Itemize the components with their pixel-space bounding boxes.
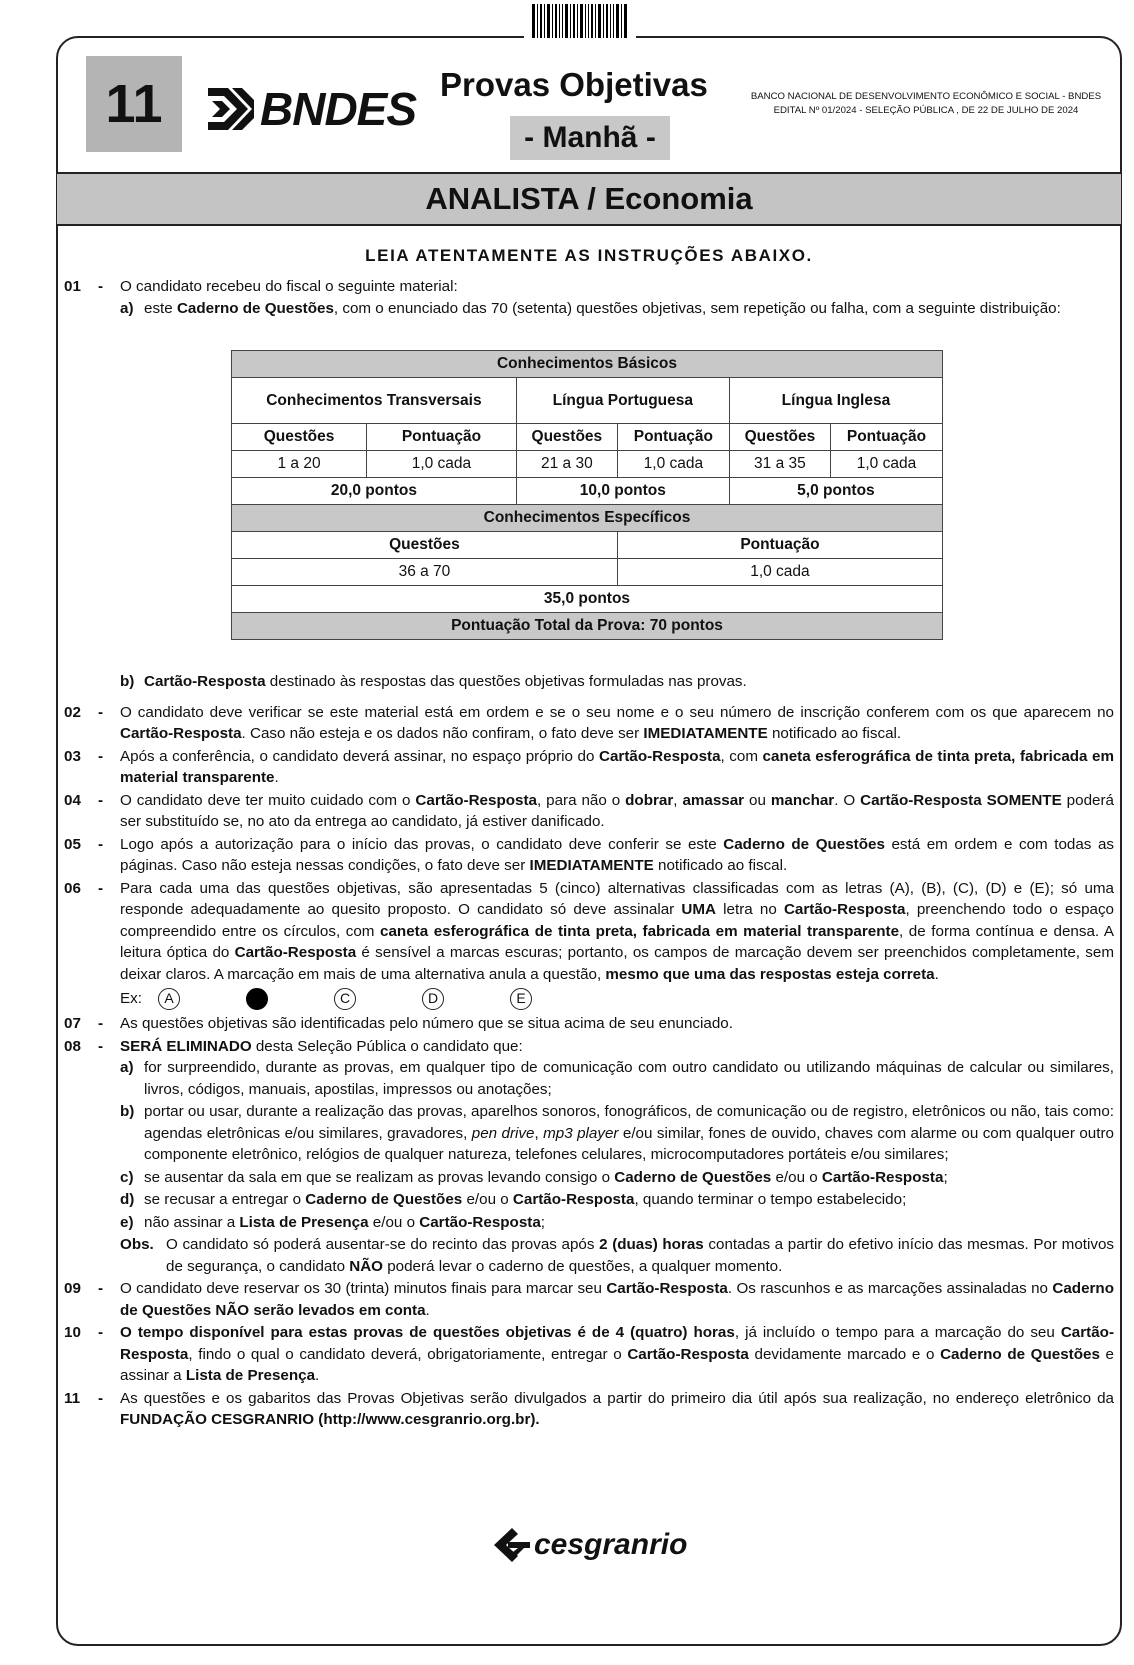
instruction-11: 11 - As questões e os gabaritos das Provas Objetivas serão divulgados a partir do primeiro dia útil após sua realização, no endereço eletrônico da FUNDAÇÃO CESGRANRIO (http://www.cesgranrio.org.br). [64,1389,1114,1428]
cesgranrio-logo [494,1528,687,1562]
option-d-circle: D [422,988,444,1010]
instruction-02: 02 - O candidato deve verificar se este material está em ordem e se o seu nome e o seu número de inscrição conferem com os que aparecem no Cartão-Resposta. Caso não esteja e os dados não confiram, o fato deve ser IMEDIATAMENTE notificado ao fiscal. [64,703,1114,742]
example-label: Ex: [120,990,142,1008]
col-pontuacao: Pontuação [830,424,942,451]
table-cell: 1,0 cada [617,451,729,478]
instruction-08e: e) não assinar a Lista de Presença e/ou o Cartão-Resposta; [120,1213,546,1231]
institution-info [746,90,1106,118]
group-inglesa: Língua Inglesa [729,378,942,424]
col-pontuacao: Pontuação [617,532,942,559]
marking-example [120,985,1114,1013]
institution-line-1: BANCO NACIONAL DE DESENVOLVIMENTO ECONÔMICO E SOCIAL - BNDES [750,91,1102,102]
table-cell: 36 a 70 [232,559,618,586]
table-total: 35,0 pontos [232,586,943,613]
exam-number-box: 11 [86,56,182,152]
barcode-overlay [530,4,630,38]
table-cell: 21 a 30 [516,451,617,478]
col-questoes: Questões [729,424,830,451]
distribution-table [231,350,943,640]
col-pontuacao: Pontuação [367,424,517,451]
table-cell: 1 a 20 [232,451,367,478]
col-questoes: Questões [232,532,618,559]
specific-knowledge-header: Conhecimentos Específicos [232,505,943,532]
option-e-circle: E [510,988,532,1010]
instruction-01: 01 - O candidato recebeu do fiscal o seguinte material: a) este Caderno de Questões, com o enunciado das 70 (setenta) questões objetivas, sem repetição ou falha, com a seguinte distribuição: [64,278,1061,317]
option-c-circle: C [334,988,356,1010]
option-a-circle: A [158,988,180,1010]
group-transversais: Conhecimentos Transversais [232,378,517,424]
instructions-heading: LEIA ATENTAMENTE AS INSTRUÇÕES ABAIXO. [365,246,813,265]
cesgranrio-logo-text: cesgranrio [534,1528,688,1561]
instruction-10: 10 - O tempo disponível para estas provas de questões objetivas é de 4 (quatro) horas, já incluído o tempo para a marcação do seu Cartão-Resposta, findo o qual o candidato deverá, obrigatoriamente, entregar o Cartão-Resposta devidamente marcado e o Caderno de Questões e assinar a Lista de Presença. [64,1324,1115,1384]
instruction-08b: b) portar ou usar, durante a realização das provas, aparelhos sonoros, fonográficos, de comunicação ou de registro, eletrônicos ou não, tais como: agendas eletrônicas e/ou similares, gravadores, pen drive, mp3 player e/ou similar, fones de ouvido, chaves com alarme ou com qualquer outro componente eletrônico, relógios de qualquer natureza, telefones celulares, microcomputadores portáteis e/ou similares; [120,1103,1114,1163]
basic-knowledge-header: Conhecimentos Básicos [232,351,943,378]
table-cell: 1,0 cada [830,451,942,478]
table-total: 10,0 pontos [516,478,729,505]
instruction-08-obs: Obs. O candidato só poderá ausentar-se do recinto das provas após 2 (duas) horas contadas a partir do efetivo início das mesmas. Por motivos de segurança, o candidato NÃO poderá levar o caderno de questões, a qualquer momento. [120,1236,1114,1275]
table-cell: 1,0 cada [617,559,942,586]
instruction-08a: a) for surpreendido, durante as provas, em qualquer tipo de comunicação com outro candidato ou utilizando máquinas de calcular ou similares, livros, códigos, manuais, apostilas, impressos ou anotações; [120,1059,1114,1098]
instruction-05: 05 - Logo após a autorização para o início das provas, o candidato deve conferir se este Caderno de Questões está em ordem e com todas as páginas. Caso não esteja nessas condições, o fato deve ser IMEDIATAMENTE notificado ao fiscal. [64,835,1114,874]
table-cell: 1,0 cada [367,451,517,478]
instruction-08d: d) se recusar a entregar o Caderno de Questões e/ou o Cartão-Resposta, quando terminar o tempo estabelecido; [120,1191,907,1208]
col-pontuacao: Pontuação [617,424,729,451]
instruction-03: 03 - Após a conferência, o candidato deverá assinar, no espaço próprio do Cartão-Resposta, com caneta esferográfica de tinta preta, fabricada em material transparente. [64,747,1114,786]
instructions-list [64,671,1114,1431]
instruction-09: 09 - O candidato deve reservar os 30 (trinta) minutos finais para marcar seu Cartão-Resposta. Os rascunhos e as marcações assinaladas no Caderno de Questões NÃO serão levados em conta. [64,1280,1114,1319]
option-b-filled-circle [246,988,268,1010]
group-portuguesa: Língua Portuguesa [516,378,729,424]
session-label: - Manhã - [510,116,670,160]
col-questoes: Questões [516,424,617,451]
instruction-06: 06 - Para cada uma das questões objetivas, são apresentadas 5 (cinco) alternativas classificadas com as letras (A), (B), (C), (D) e (E); só uma responde adequadamente ao quesito proposto. O candidato só deve assinalar UMA letra no Cartão-Resposta, preenchendo todo o espaço compreendido entre os círculos, com caneta esferográfica de tinta preta, fabricada em material transparente, de forma contínua e densa. A leitura óptica do Cartão-Resposta é sensível a marcas escuras; portanto, os campos de marcação devem ser preenchidos completamente, sem deixar claros. A marcação em mais de uma alternativa anula a questão, mesmo que uma das respostas esteja correta. [64,879,1115,983]
grand-total: Pontuação Total da Prova: 70 pontos [232,613,943,640]
cesgranrio-logo-icon [494,1528,530,1562]
table-total: 20,0 pontos [232,478,517,505]
instruction-04: 04 - O candidato deve ter muito cuidado com o Cartão-Resposta, para não o dobrar, amassar ou manchar. O Cartão-Resposta SOMENTE poderá ser substituído se, no ato da entrega ao candidato, já estiver danificado. [64,791,1114,830]
bndes-logo-icon [208,88,254,130]
instruction-08: 08 - SERÁ ELIMINADO desta Seleção Pública o candidato que: [64,1037,523,1055]
table-total: 5,0 pontos [729,478,942,505]
instruction-08c: c) se ausentar da sala em que se realizam as provas levando consigo o Caderno de Questões e/ou o Cartão-Resposta; [120,1168,948,1186]
page-title: Provas Objetivas [440,66,708,103]
institution-line-2: EDITAL Nº 01/2024 - SELEÇÃO PÚBLICA , DE 22 DE JULHO DE 2024 [773,105,1079,116]
position-title: ANALISTA / Economia [57,172,1121,226]
bndes-logo [208,82,416,136]
instruction-07: 07 - As questões objetivas são identificadas pelo número que se situa acima de seu enunciado. [64,1015,733,1032]
instruction-01b: b) Cartão-Resposta destinado às respostas das questões objetivas formuladas nas provas. [120,673,747,690]
bndes-logo-text: BNDES [260,83,417,135]
col-questoes: Questões [232,424,367,451]
table-cell: 31 a 35 [729,451,830,478]
